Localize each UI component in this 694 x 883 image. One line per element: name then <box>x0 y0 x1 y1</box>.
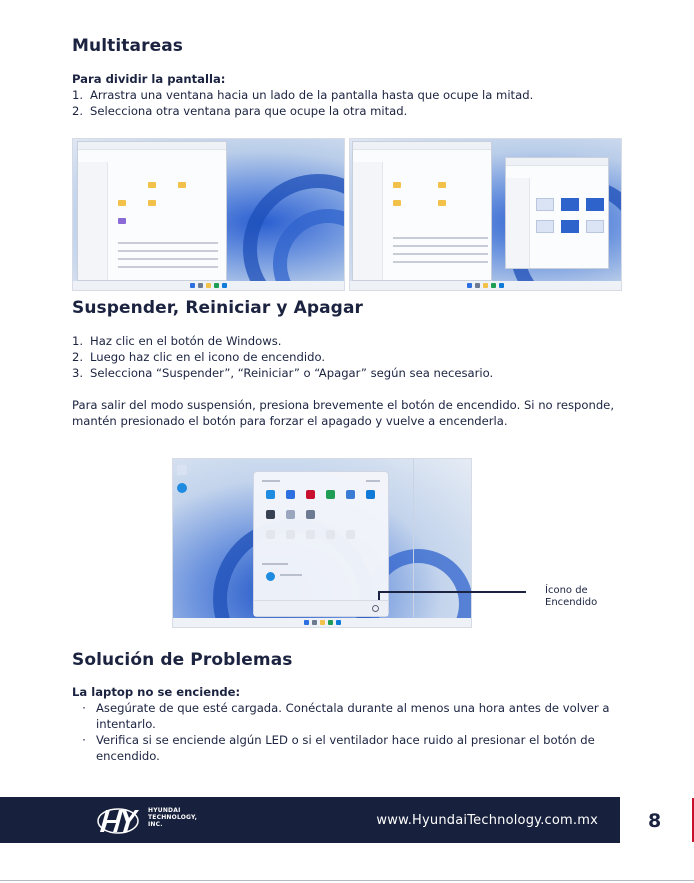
start-menu <box>253 471 389 617</box>
power-icon-callout: Ícono de Encendido <box>545 585 598 608</box>
list-item: · Verifica si se enciende algún LED o si el ventilador hace ruido al presionar el botón de encendido. <box>82 733 595 763</box>
multitasking-subtitle: Para dividir la pantalla: <box>72 72 226 86</box>
troubleshooting-subtitle: La laptop no se enciende: <box>72 685 241 699</box>
taskbar <box>350 281 621 290</box>
list-item: 2. Selecciona otra ventana para que ocupe la otra mitad. <box>72 104 408 118</box>
multitasking-steps <box>72 87 533 119</box>
list-item: 2. Luego haz clic en el icono de encendido. <box>72 350 326 364</box>
wake-instructions: Para salir del modo suspensión, presiona brevemente el botón de encendido. Si no responde, mantén presionado el botón para forzar el apagado y vuelve a encenderla. <box>72 398 615 428</box>
callout-line <box>378 592 380 600</box>
list-item: 1. Haz clic en el botón de Windows. <box>72 334 282 348</box>
power-steps <box>72 333 493 381</box>
section-title-power: Suspender, Reiniciar y Apagar <box>72 298 364 318</box>
list-item: 3. Selecciona “Suspender”, “Reiniciar” o “Apagar” según sea necesario. <box>72 366 494 380</box>
power-icon[interactable] <box>372 605 379 612</box>
hyundai-technology-logo-icon <box>96 806 140 836</box>
file-explorer-window <box>77 141 227 281</box>
page-number: 8 <box>648 810 662 832</box>
list-item: · Asegúrate de que esté cargada. Conéctala durante al menos una hora antes de volver a intentarlo. <box>82 701 610 731</box>
divider <box>0 880 694 881</box>
list-item: 1. Arrastra una ventana hacia un lado de la pantalla hasta que ocupe la mitad. <box>72 88 534 102</box>
edge-icon <box>177 483 187 493</box>
snap-layout-window <box>505 157 609 269</box>
recycle-bin-icon <box>177 465 187 475</box>
screenshot-snap-split <box>349 138 622 291</box>
taskbar <box>173 618 471 627</box>
file-explorer-window-left <box>352 141 492 281</box>
section-title-troubleshooting: Solución de Problemas <box>72 650 293 670</box>
callout-line <box>378 591 526 593</box>
screenshot-snap-left <box>72 138 345 291</box>
troubleshooting-bullets <box>72 700 622 764</box>
taskbar <box>73 281 344 290</box>
screenshot-start-menu <box>172 458 472 628</box>
website-link[interactable]: www.HyundaiTechnology.com.mx <box>376 813 598 828</box>
section-title-multitasking: Multitareas <box>72 36 184 56</box>
brand-name: HYUNDAI TECHNOLOGY, INC. <box>148 807 198 828</box>
